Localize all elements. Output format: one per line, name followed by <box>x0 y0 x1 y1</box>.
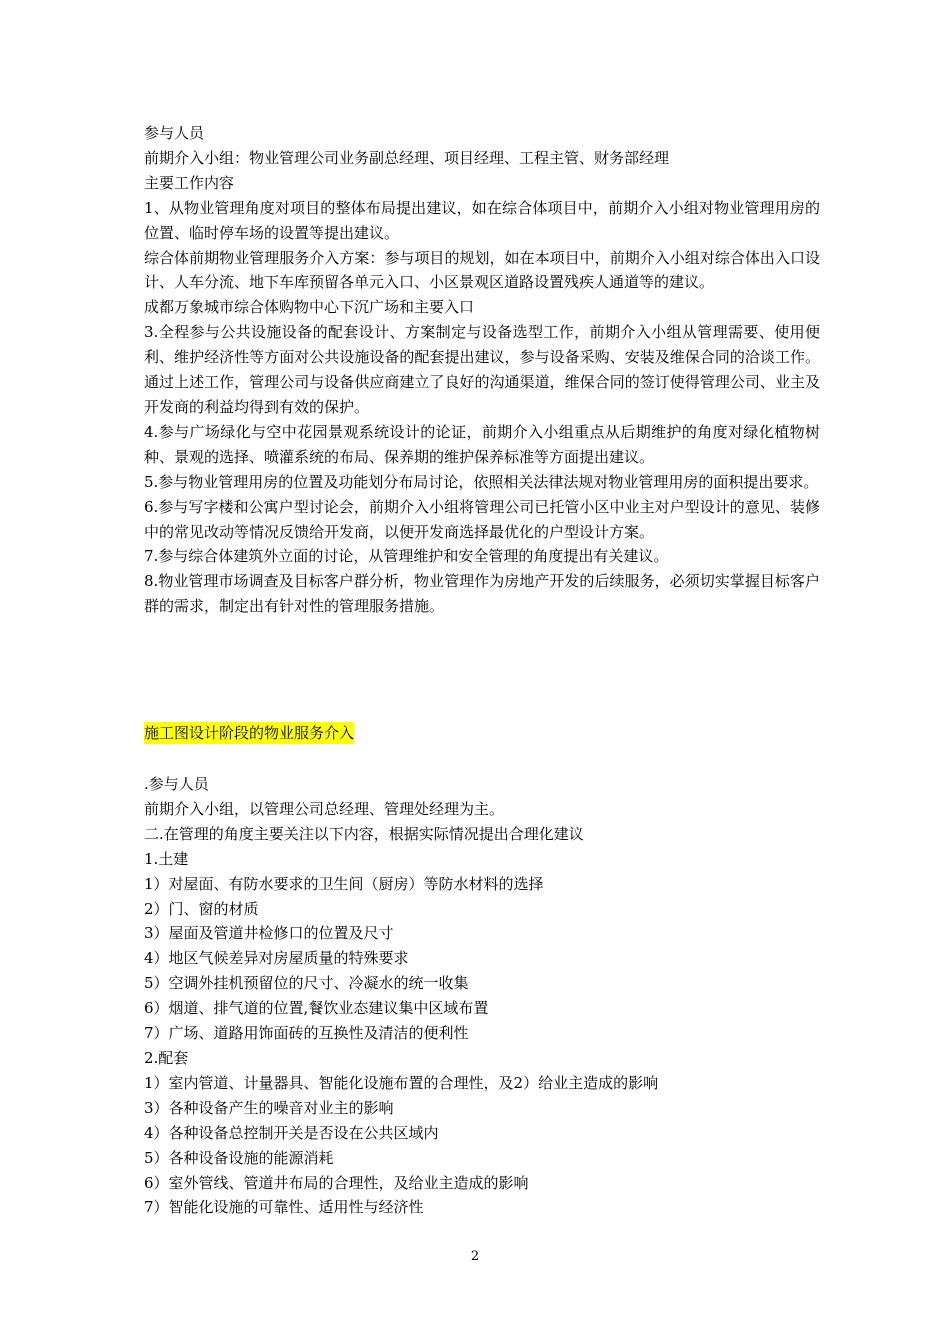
list-item: 4）地区气候差异对房屋质量的特殊要求 <box>144 949 409 968</box>
participants-label: 参与人员 <box>144 124 205 142</box>
list-item: 1）室内管道、计量器具、智能化设施布置的合理性，及2）给业主造成的影响 <box>144 1073 659 1092</box>
list-item: 1）对屋面、有防水要求的卫生间（厨房）等防水材料的选择 <box>144 874 544 893</box>
section-construction-drawing <box>144 772 820 1220</box>
work-item-4: 4.参与广场绿化与空中花园景观系统设计的论证，前期介入小组重点从后期维护的角度对绿化植物树种、景观的选择、喷灌系统的布局、保养期的维护保养标准等方面提出建议。 <box>144 422 820 466</box>
list-item: 4）各种设备总控制开关是否设在公共区域内 <box>144 1123 439 1142</box>
work-content-label: 主要工作内容 <box>144 173 235 192</box>
work-item-6: 6.参与写字楼和公寓户型讨论会，前期介入小组将管理公司已托管小区中业主对户型设计的意见、装修中的常见改动等情况反馈给开发商，以便开发商选择最优化的户型设计方案。 <box>144 497 820 541</box>
work-item-plan: 综合体前期物业管理服务介入方案：参与项目的规划，如在本项目中，前期介入小组对综合体出入口设计、人车分流、地下车库预留各单元入口、小区景观区道路设置残疾人通道等的建议。 <box>144 248 820 292</box>
list-item: 6）室外管线、管道井布局的合理性，及给业主造成的影响 <box>144 1173 529 1192</box>
section-heading-highlighted: 施工图设计阶段的物业服务介入 <box>144 724 355 742</box>
work-item-8: 8.物业管理市场调查及目标客户群分析，物业管理作为房地产开发的后续服务，必须切实掌握目标客户群的需求，制定出有针对性的管理服务措施。 <box>144 572 820 616</box>
work-item-5: 5.参与物业管理用房的位置及功能划分布局讨论，依照相关法律法规对物业管理用房的面积提出要求。 <box>144 472 819 491</box>
list-item: 6）烟道、排气道的位置,餐饮业态建议集中区域布置 <box>144 999 489 1018</box>
list-item: 7）广场、道路用饰面砖的互换性及清洁的便利性 <box>144 1024 469 1043</box>
list-item: 5）空调外挂机预留位的尺寸、冷凝水的统一收集 <box>144 974 469 993</box>
list-item: 7）智能化设施的可靠性、适用性与经济性 <box>144 1198 424 1217</box>
list-item: 1.土建 <box>144 849 189 868</box>
work-item-7: 7.参与综合体建筑外立面的讨论，从管理维护和安全管理的角度提出有关建议。 <box>144 547 669 566</box>
work-item-caption: 成都万象城市综合体购物中心下沉广场和主要入口 <box>144 298 475 317</box>
participants-text: 前期介入小组：物业管理公司业务副总经理、项目经理、工程主管、财务部经理 <box>144 148 670 167</box>
list-item: 5）各种设备设施的能源消耗 <box>144 1148 334 1167</box>
list-item: 前期介入小组，以管理公司总经理、管理处经理为主。 <box>144 799 505 818</box>
list-item: 3）屋面及管道井检修口的位置及尺寸 <box>144 924 394 943</box>
work-item-1: 1、从物业管理角度对项目的整体布局提出建议，如在综合体项目中，前期介入小组对物业管理用房的位置、临时停车场的设置等提出建议。 <box>144 198 820 242</box>
list-item: 二.在管理的角度主要关注以下内容，根据实际情况提出合理化建议 <box>144 824 584 843</box>
list-item: .参与人员 <box>144 775 209 793</box>
page-number: 2 <box>470 1249 480 1264</box>
list-item: 2）门、窗的材质 <box>144 899 259 918</box>
list-item: 2.配套 <box>144 1048 189 1067</box>
work-item-3: 3.全程参与公共设施设备的配套设计、方案制定与设备选型工作，前期介入小组从管理需要、使用便利、维护经济性等方面对公共设施设备的配套提出建议，参与设备采购、安装及维保合同的洽谈工作。通过上述工作，管理公司与设备供应商建立了良好的沟通渠道，维保合同的签订使得管理公司、业主及开发商的利益均得到有效的保护。 <box>144 323 820 416</box>
section-preliminary-involvement <box>144 121 820 619</box>
list-item: 3）各种设备产生的噪音对业主的影响 <box>144 1098 394 1117</box>
